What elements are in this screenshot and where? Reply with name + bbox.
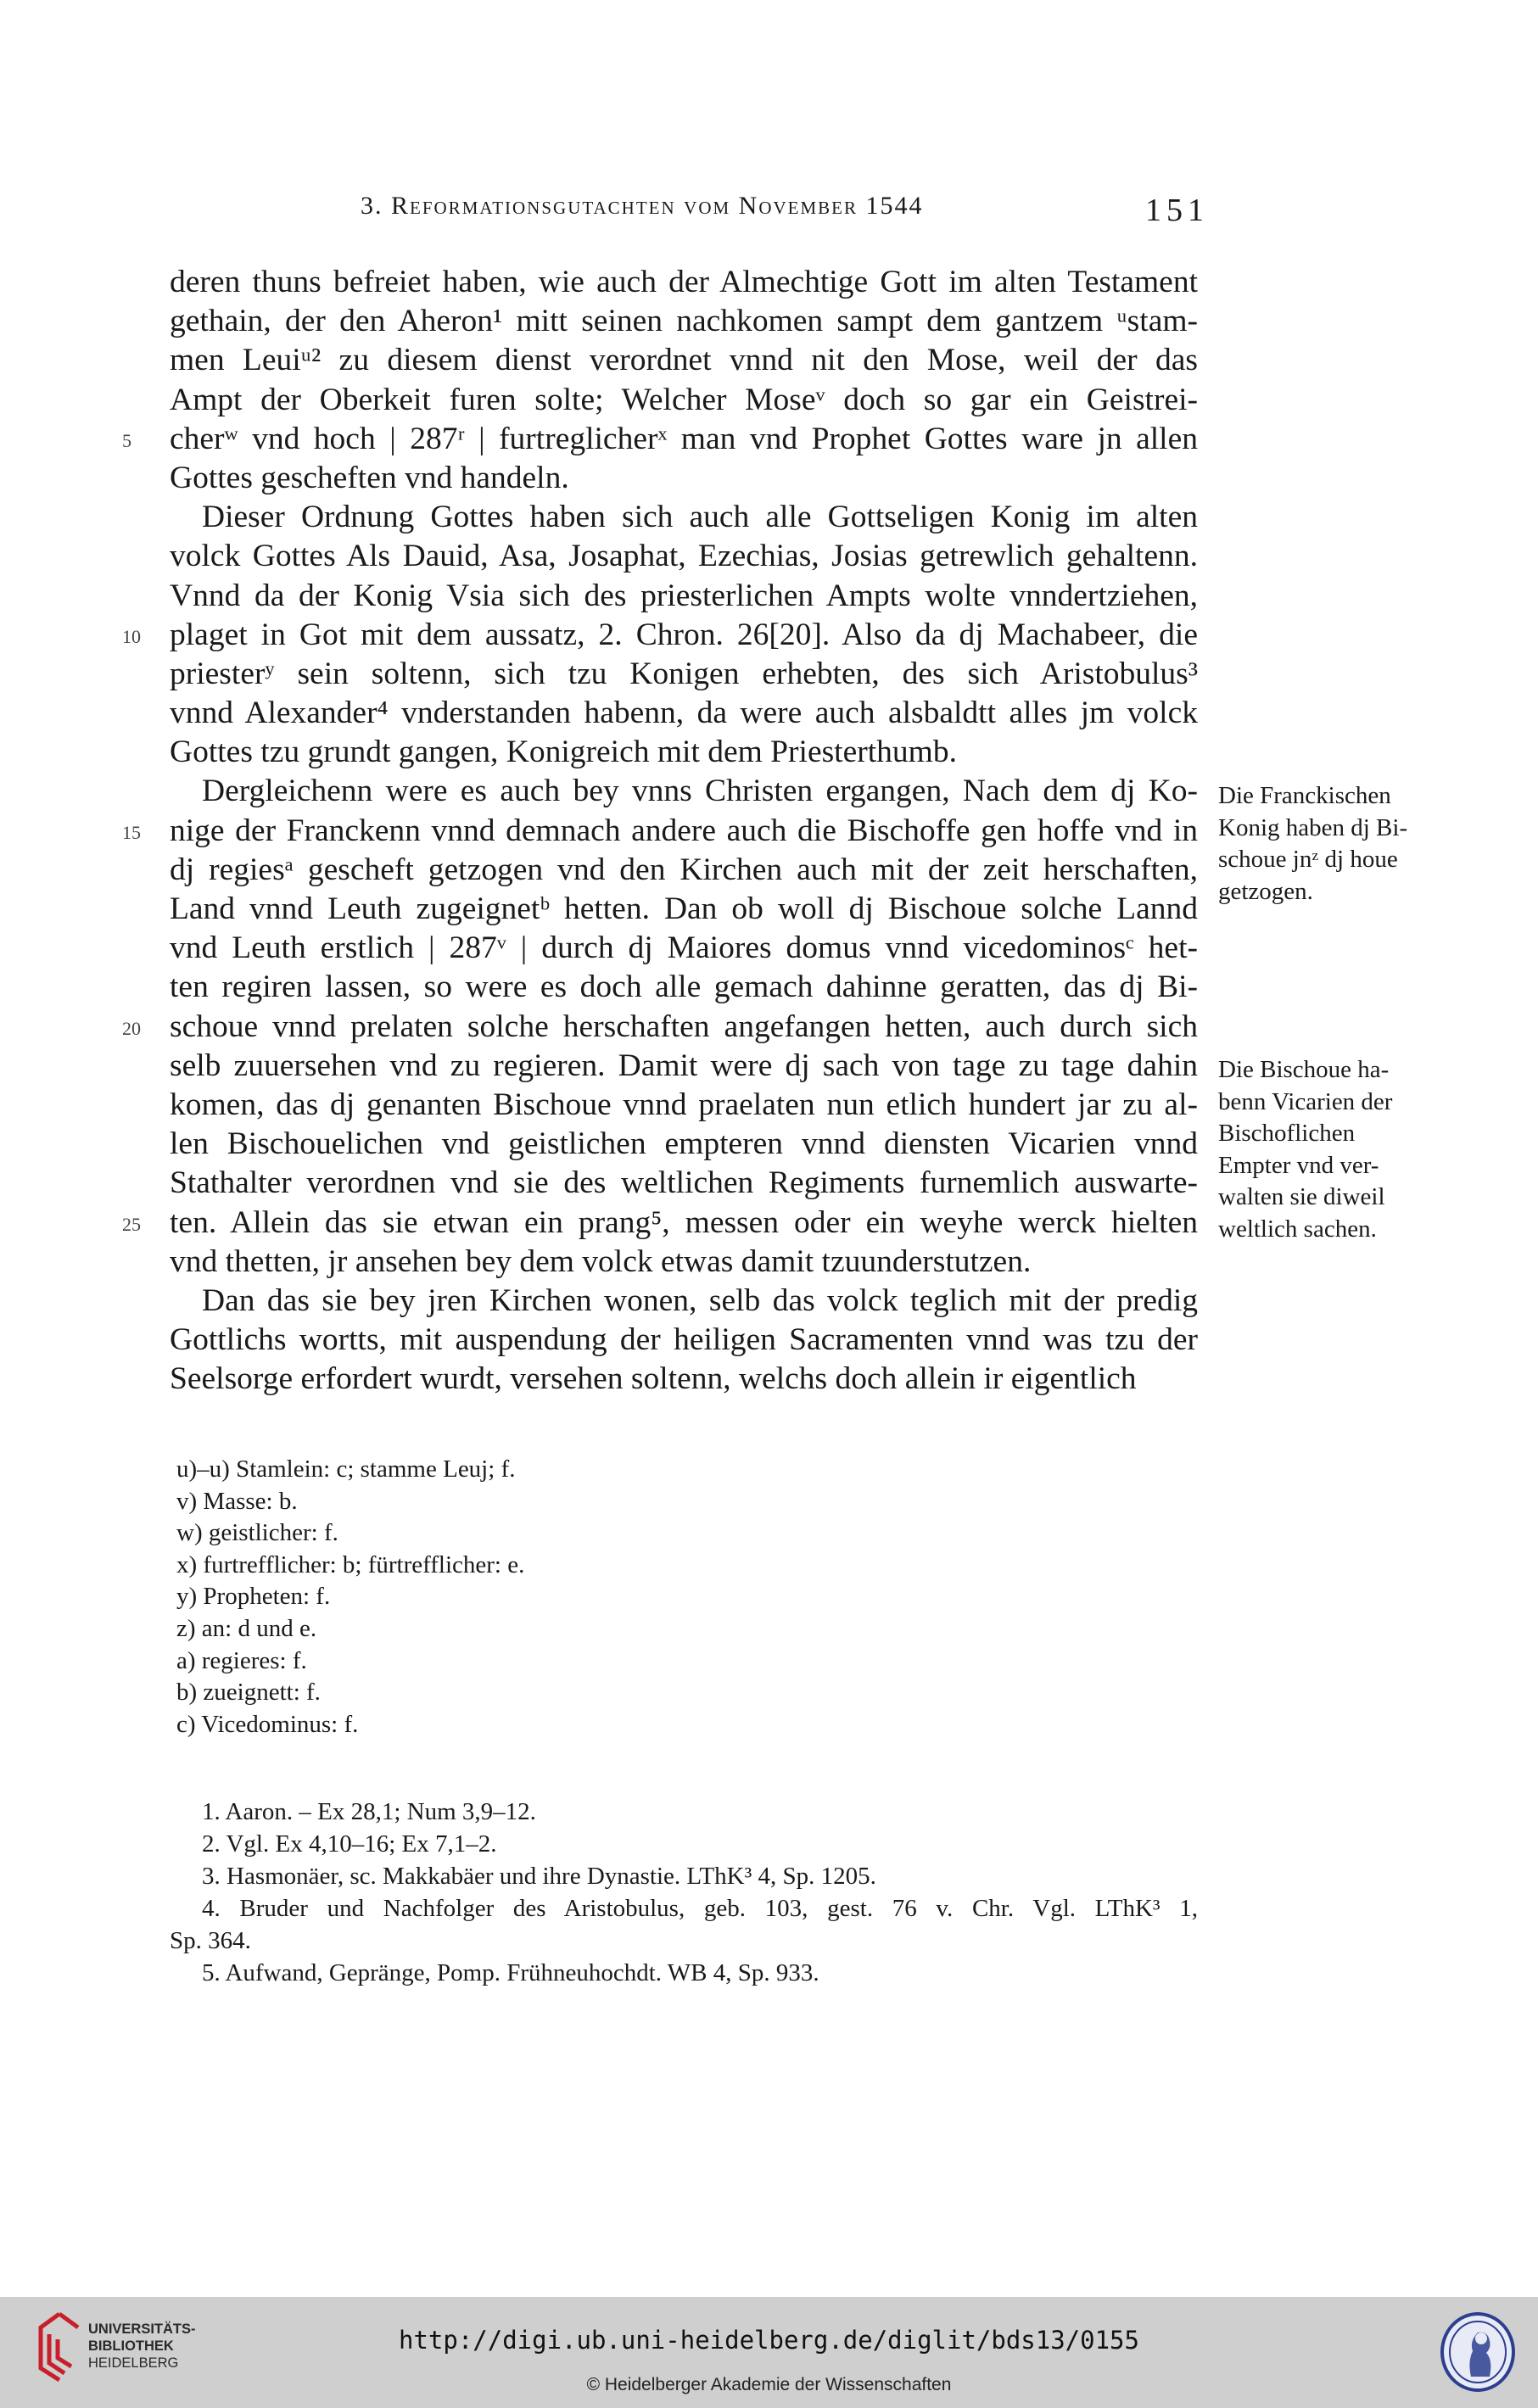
footnote: 3. Hasmonäer, sc. Makkabäer und ihre Dynastie. LThK³ 4, Sp. 1205. (202, 1863, 876, 1890)
text-line (170, 890, 1198, 929)
text-line (170, 851, 1198, 890)
text-line-content: schoue vnnd prelaten solche herschaften angefangen hetten, auch durch sich (170, 1008, 1198, 1044)
text-line-content: dj regiesᵃ gescheft getzogen vnd den Kirchen auch mit der zeit herschaften, (170, 852, 1198, 887)
margin-note-line: Die Franckischen (1218, 782, 1391, 809)
text-line-content: vnd Leuth erstlich | 287ᵛ | durch dj Maiores domus vnnd vicedominosᶜ het- (170, 930, 1198, 966)
text-line-content: len Bischouelichen vnd geistlichen empteren vnnd diensten Vicarien vnnd (170, 1126, 1198, 1162)
footnote: 2. Vgl. Ex 4,10–16; Ex 7,1–2. (202, 1830, 497, 1858)
text-line-content: volck Gottes Als Dauid, Asa, Josaphat, Ezechias, Josias getrewlich gehaltenn. (170, 539, 1198, 574)
text-line (170, 1086, 1198, 1125)
text-line-content: cherʷ vnd hoch | 287ʳ | furtreglicherˣ man vnd Prophet Gottes ware jn allen (170, 421, 1198, 456)
margin-note-line: schoue jnᶻ dj houe (1218, 846, 1398, 873)
margin-note-line: Konig haben dj Bi- (1218, 813, 1408, 841)
text-line-content: komen, das dj genanten Bischoue vnnd praelaten nun etlich hundert jar zu al- (170, 1087, 1198, 1122)
text-line-content: vnd thetten, jr ansehen bey dem volck etwas damit tzuunderstutzen. (170, 1243, 1032, 1279)
margin-note-line: benn Vicarien der (1218, 1087, 1393, 1115)
text-line-content: Ampt der Oberkeit furen solte; Welcher Moseᵛ doch so gar ein Geistrei- (170, 382, 1198, 417)
footnote: 1. Aaron. – Ex 28,1; Num 3,9–12. (202, 1798, 536, 1825)
text-line (170, 341, 1198, 380)
text-line (122, 1204, 1198, 1243)
critical-apparatus (176, 1454, 940, 1740)
apparatus-entry: x) furtrefflicher: b; fürtrefflicher: e. (176, 1550, 525, 1578)
text-line (170, 772, 1198, 811)
line-number: 20 (122, 1017, 141, 1039)
footnote: Sp. 364. (170, 1927, 251, 1954)
text-line (170, 537, 1198, 576)
line-number: 15 (122, 821, 141, 843)
library-name: UNIVERSITÄTS- BIBLIOTHEK HEIDELBERG (88, 2321, 196, 2371)
text-line (170, 302, 1198, 341)
line-number: 25 (122, 1213, 141, 1235)
text-line-content: Gottlichs wortts, mit auspendung der heiligen Sacramenten vnnd was tzu der (170, 1322, 1198, 1358)
footnote: 5. Aufwand, Gepränge, Pomp. Frühneuhochdt. WB 4, Sp. 933. (202, 1959, 819, 1986)
text-line-content: Dan das sie bey jren Kirchen wonen, selb das volck teglich mit der predig (202, 1282, 1198, 1318)
apparatus-entry: a) regieres: f. (176, 1646, 307, 1674)
text-line-content: Gottes tzu grundt gangen, Konigreich mit dem Priesterthumb. (170, 735, 957, 770)
text-line-content: vnnd Alexander⁴ vnderstanden habenn, da were auch alsbaldtt alles jm volck (170, 696, 1198, 731)
footnotes (170, 1796, 1198, 1989)
text-line-content: ten regiren lassen, so were es doch alle gemach dahinne geratten, das dj Bi- (170, 969, 1198, 1005)
text-line-content: nige der Franckenn vnnd demnach andere auch die Bischoffe gen hoffe vnd in (170, 813, 1198, 848)
text-line-content: deren thuns befreiet haben, wie auch der Almechtige Gott im alten Testament (170, 265, 1198, 299)
margin-note-line: walten sie diweil (1218, 1183, 1385, 1210)
source-url-link[interactable]: http://digi.ub.uni-heidelberg.de/diglit/bds13/0155 (399, 2326, 1139, 2355)
text-line (170, 263, 1198, 302)
text-line (170, 1125, 1198, 1164)
text-line (170, 498, 1198, 537)
apparatus-entry: u)–u) Stamlein: c; stamme Leuj; f. (176, 1455, 516, 1483)
apparatus-entry: c) Vicedominus: f. (176, 1710, 359, 1738)
text-line (170, 733, 1198, 772)
main-text (122, 263, 1198, 1399)
text-line-content: priesterʸ sein soltenn, sich tzu Konigen erhebten, des sich Aristobulus³ (170, 656, 1198, 691)
text-line (170, 1243, 1198, 1282)
text-line (170, 577, 1198, 616)
apparatus-entry: w) geistlicher: f. (176, 1519, 338, 1547)
text-line-content: gethain, der den Aheron¹ mitt seinen nachkomen sampt dem gantzem ᵘstam- (170, 304, 1198, 339)
text-line (170, 1360, 1198, 1399)
text-line-content: men Leuiᵘ² zu diesem dienst verordnet vnnd nit den Mose, weil der das (170, 343, 1198, 378)
text-line-content: ten. Allein das sie etwan ein prang⁵, messen oder ein weyhe werck hielten (170, 1204, 1198, 1240)
margin-note-1 (1218, 780, 1473, 908)
running-header (361, 187, 1209, 229)
text-line-content: Stathalter verordnen vnd sie des weltlichen Regiments furnemlich auswarte- (170, 1165, 1198, 1201)
text-line (170, 694, 1198, 733)
text-line-content: Dieser Ordnung Gottes haben sich auch alle Gottseligen Konig im alten (202, 500, 1198, 535)
text-line (170, 1047, 1198, 1086)
text-line (170, 381, 1198, 420)
text-line-content: Vnnd da der Konig Vsia sich des priesterlichen Ampts wolte vnndertziehen, (170, 578, 1198, 613)
line-number: 10 (122, 625, 141, 647)
text-line (122, 812, 1198, 851)
text-line (170, 655, 1198, 694)
text-line (170, 1282, 1198, 1321)
text-line-content: Seelsorge erfordert wurdt, versehen soltenn, welchs doch allein ir eigentlich (170, 1361, 1137, 1397)
text-line-content: Land vnnd Leuth zugeignetᵇ hetten. Dan ob woll dj Bischoue solche Lannd (170, 891, 1198, 926)
text-line-content: Dergleichenn were es auch bey vnns Christen ergangen, Nach dem dj Ko- (202, 774, 1198, 809)
margin-note-line: Bischoflichen (1218, 1120, 1356, 1147)
margin-note-2 (1218, 1054, 1473, 1245)
apparatus-entry: z) an: d und e. (176, 1614, 317, 1642)
text-line (170, 968, 1198, 1007)
text-line (170, 929, 1198, 968)
text-line (122, 616, 1198, 655)
apparatus-entry: v) Masse: b. (176, 1487, 298, 1515)
margin-note-line: Empter vnd ver- (1218, 1151, 1379, 1179)
running-title: 3. Reformationsgutachten vom November 1544 (361, 192, 924, 220)
page-number: 151 (1145, 193, 1209, 228)
text-line (170, 1164, 1198, 1203)
text-line-content: selb zuuersehen vnd zu regieren. Damit were dj sach von tage zu tage dahin (170, 1048, 1198, 1083)
margin-note-line: getzogen. (1218, 877, 1313, 905)
academy-seal-icon (1439, 2310, 1517, 2394)
text-line-content: Gottes gescheften vnd handeln. (170, 460, 569, 495)
margin-note-line: Die Bischoue ha- (1218, 1056, 1390, 1083)
text-line (122, 1008, 1198, 1047)
copyright-notice: © Heidelberger Akademie der Wissenschaften (586, 2375, 952, 2394)
text-line (170, 1321, 1198, 1360)
text-line (122, 420, 1198, 459)
margin-note-line: weltlich sachen. (1218, 1215, 1377, 1243)
apparatus-entry: b) zueignett: f. (176, 1679, 321, 1707)
line-number: 5 (122, 429, 131, 451)
digitization-footer (0, 2297, 1538, 2408)
footnote: 4. Bruder und Nachfolger des Aristobulus, geb. 103, gest. 76 v. Chr. Vgl. LThK³ 1, (202, 1895, 1198, 1922)
apparatus-entry: y) Propheten: f. (176, 1583, 331, 1611)
text-line-content: plaget in Got mit dem aussatz, 2. Chron. 26[20]. Also da dj Machabeer, die (170, 617, 1198, 652)
text-line (170, 459, 1198, 498)
